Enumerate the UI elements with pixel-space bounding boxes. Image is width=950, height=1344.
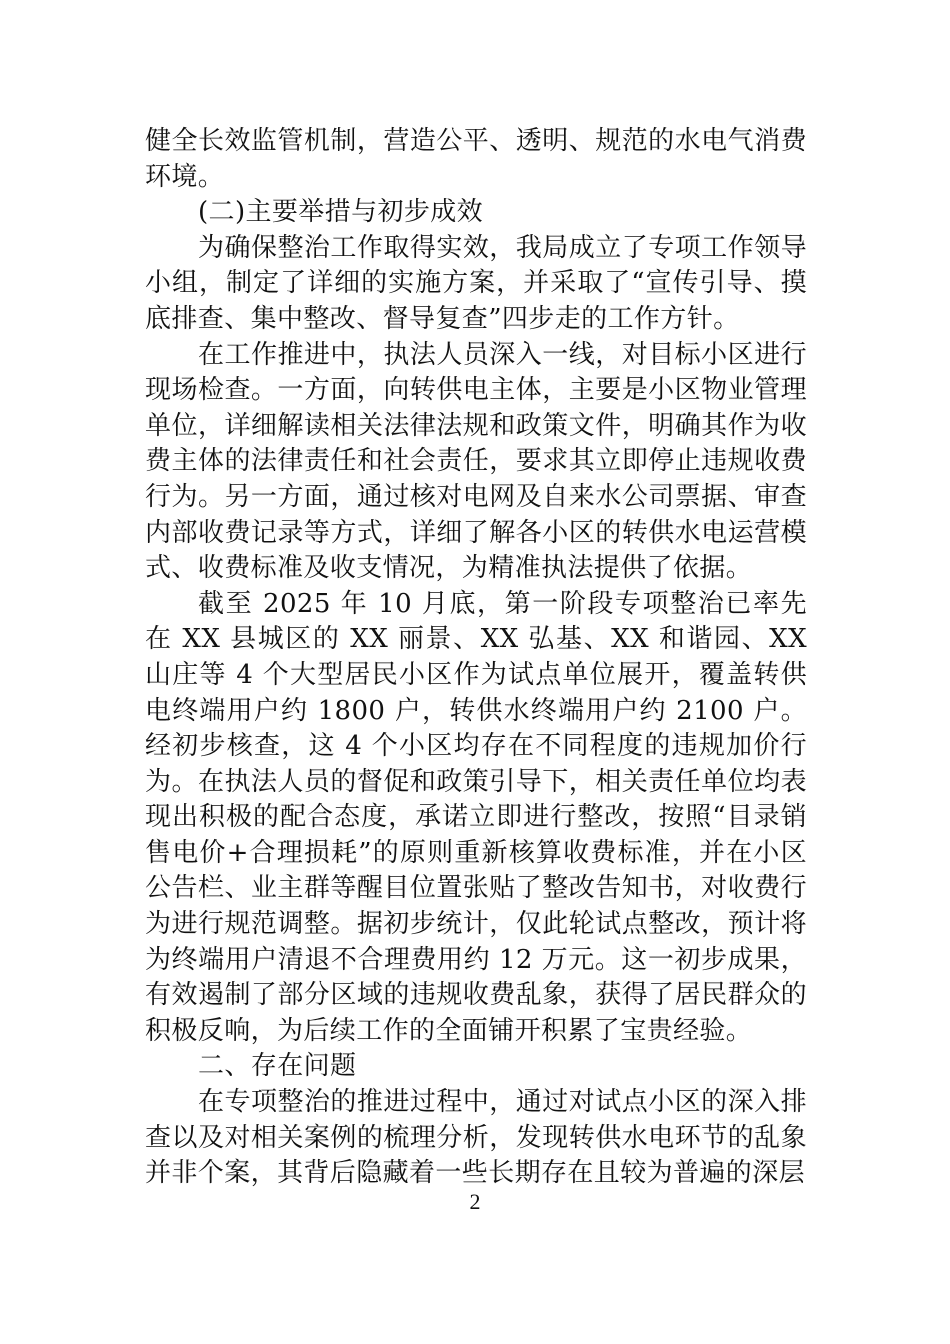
paragraph-inspection: 在工作推进中，执法人员深入一线，对目标小区进行现场检查。一方面，向转供电主体，主要是小区物业管理单位，详细解读相关法律法规和政策文件，明确其作为收费主体的法律责任和社会责任，要求其立即停止违规收费行为。另一方面，通过核对电网及自来水公司票据、审查内部收费记录等方式，详细了解各小区的转供水电运营模式、收费标准及收支情况，为精准执法提供了依据。	[145, 339, 807, 584]
document-body	[145, 124, 807, 1192]
paragraph-continuation: 健全长效监管机制，营造公平、透明、规范的水电气消费环境。	[145, 126, 807, 192]
paragraph-pilot-results: 截至 2025 年 10 月底，第一阶段专项整治已率先在 XX 县城区的 XX 丽景、XX 弘基、XX 和谐园、XX 山庄等 4 个大型居民小区作为试点单位展开，覆盖转供电终端用户约 1800 户，转供水终端用户约 2100 户。经初步核查，这 4 个小区均存在不同程度的违规加价行为。在执法人员的督促和政策引导下，相关责任单位均表现出积极的配合态度，承诺立即进行整改，按照“目录销售电价+合理损耗”的原则重新核算收费标准，并在小区公告栏、业主群等醒目位置张贴了整改告知书，对收费行为进行规范调整。据初步统计，仅此轮试点整改，预计将为终端用户清退不合理费用约 12 万元。这一初步成果，有效遏制了部分区域的违规收费乱象，获得了居民群众的积极反响，为后续工作的全面铺开积累了宝贵经验。	[145, 588, 807, 1046]
section-heading-measures: (二)主要举措与初步成效	[198, 197, 484, 228]
section-heading-problems: 二、存在问题	[198, 1051, 357, 1082]
paragraph-working-group: 为确保整治工作取得实效，我局成立了专项工作领导小组，制定了详细的实施方案，并采取了“宣传引导、摸底排查、集中整改、督导复查”四步走的工作方针。	[145, 232, 807, 334]
paragraph-problems-intro: 在专项整治的推进过程中，通过对试点小区的深入排查以及对相关案例的梳理分析，发现转供水电环节的乱象并非个案，其背后隐藏着一些长期存在且较为普遍的深层	[145, 1087, 807, 1189]
page-number: 2	[469, 1189, 481, 1214]
